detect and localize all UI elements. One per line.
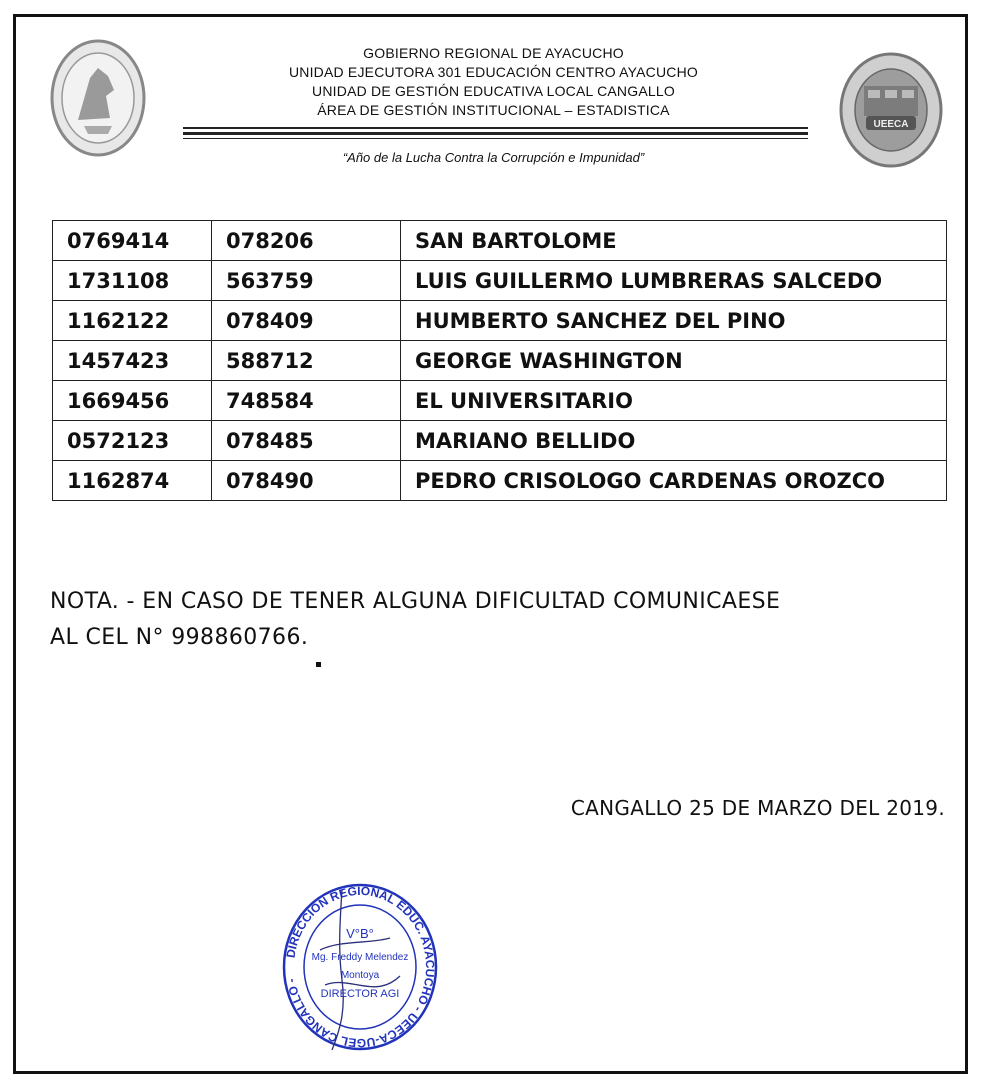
note-line-1: NOTA. - EN CASO DE TENER ALGUNA DIFICULTAD COMUNICAESE [50,589,781,614]
school-name-cell: LUIS GUILLERMO LUMBRERAS SALCEDO [401,261,947,301]
local-code-cell: 588712 [212,341,401,381]
local-code-cell: 078490 [212,461,401,501]
modular-code-cell: 1731108 [53,261,212,301]
svg-text:Mg. Freddy Melendez: Mg. Freddy Melendez [311,952,409,963]
table-row [53,381,947,421]
modular-code-cell: 1162874 [53,461,212,501]
school-name-cell: SAN BARTOLOME [401,221,947,261]
header-line-1: GOBIERNO REGIONAL DE AYACUCHO [363,45,624,61]
local-code-cell: 748584 [212,381,401,421]
note-line-2: AL CEL N° 998860766. [50,625,309,650]
table-row [53,461,947,501]
ink-dot [316,662,321,667]
header-rule-top [183,127,808,129]
director-signature-stamp [280,880,440,1055]
school-name-cell: PEDRO CRISOLOGO CARDENAS OROZCO [401,461,947,501]
table-row [53,261,947,301]
header-rule-bottom [183,138,808,139]
date-line: CANGALLO 25 DE MARZO DEL 2019. [570,796,945,820]
school-name-cell: EL UNIVERSITARIO [401,381,947,421]
modular-code-cell: 1162122 [53,301,212,341]
modular-code-cell: 0769414 [53,221,212,261]
header-line-3: UNIDAD DE GESTIÓN EDUCATIVA LOCAL CANGALLO [312,83,675,99]
modular-code-cell: 0572123 [53,421,212,461]
note [50,584,950,656]
schools-table [52,220,947,501]
svg-text:V°B°: V°B° [346,926,374,941]
table-row [53,221,947,261]
school-name-cell: MARIANO BELLIDO [401,421,947,461]
seal-badge-text: UEECA [873,119,909,130]
local-code-cell: 078409 [212,301,401,341]
table-row [53,301,947,341]
header-line-2: UNIDAD EJECUTORA 301 EDUCACIÓN CENTRO AYACUCHO [288,64,699,80]
year-motto: “Año de la Lucha Contra la Corrupción e Impunidad” [342,150,645,165]
modular-code-cell: 1457423 [53,341,212,381]
table-row [53,421,947,461]
local-code-cell: 078206 [212,221,401,261]
page-frame [13,14,968,1074]
svg-text:DIRECTOR AGI: DIRECTOR AGI [320,988,400,1000]
school-name-cell: HUMBERTO SANCHEZ DEL PINO [401,301,947,341]
header-line-4: ÁREA DE GESTIÓN INSTITUCIONAL – ESTADISTICA [317,102,670,118]
svg-text:Montoya: Montoya [340,970,380,981]
header-rule-middle [183,132,808,135]
table-row [53,341,947,381]
local-code-cell: 078485 [212,421,401,461]
local-code-cell: 563759 [212,261,401,301]
modular-code-cell: 1669456 [53,381,212,421]
letterhead [0,44,987,120]
svg-text:DIRECCIÓN REGIONAL EDUC. AYACU: DIRECCIÓN REGIONAL EDUC. AYACUCHO - UEECA-UGEL CANGALLO - [283,883,438,1051]
school-name-cell: GEORGE WASHINGTON [401,341,947,381]
